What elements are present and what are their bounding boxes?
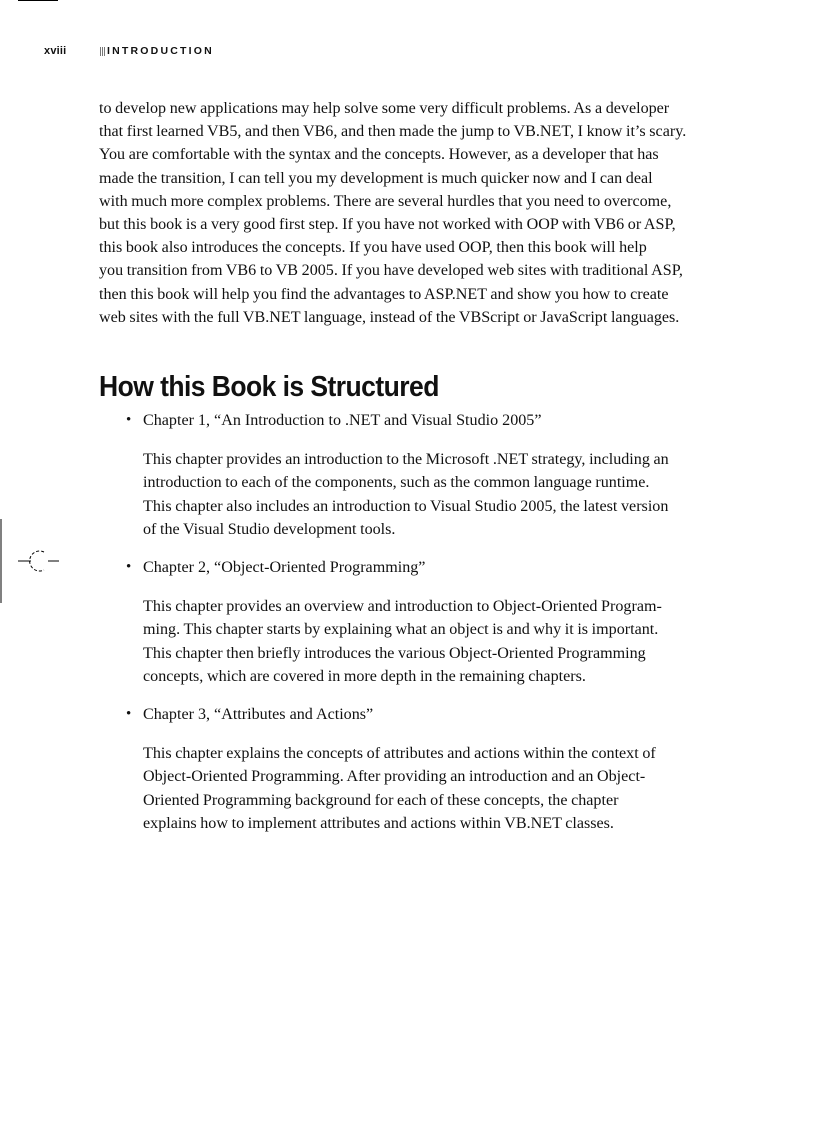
bullet-icon: • — [126, 559, 132, 576]
page-number: xviii — [44, 45, 67, 57]
section-marker-icon — [100, 47, 106, 56]
chapter-description: This chapter provides an overview and introduction to Object-Oriented Program- ming. This chapter starts by explaining what an object is and why it is important. This chapter then briefly introduces the various Object-Oriented Programming concepts, which are covered in more depth in the remaining chapters. — [143, 598, 662, 685]
chapter-item — [99, 409, 724, 541]
chapter-description: This chapter explains the concepts of attributes and actions within the context of Object-Oriented Programming. After providing an introduction and an Object- Oriented Programming background for each of these concepts, the chapter explains how to implement attributes and actions within VB.NET classes. — [143, 745, 656, 832]
bullet-icon: • — [126, 706, 132, 723]
page-body — [99, 97, 724, 850]
chapter-item — [99, 556, 724, 688]
section-heading: How this Book is Structured — [99, 371, 439, 404]
chapter-description: This chapter provides an introduction to the Microsoft .NET strategy, including an introduction to each of the components, such as the common language runtime. This chapter also includes an introduction to Visual Studio 2005, the latest version of the Visual Studio development tools. — [143, 451, 669, 538]
chapter-title: Chapter 3, “Attributes and Actions” — [143, 706, 374, 724]
chapter-title: Chapter 1, “An Introduction to .NET and Visual Studio 2005” — [143, 412, 542, 430]
chapter-title: Chapter 2, “Object-Oriented Programming” — [143, 559, 426, 577]
bullet-icon: • — [126, 412, 132, 429]
corner-crop-rule — [18, 0, 58, 1]
running-head-title: INTRODUCTION — [107, 45, 214, 57]
chapter-list — [99, 409, 724, 835]
intro-paragraph: to develop new applications may help solve some very difficult problems. As a developer that first learned VB5, and then VB6, and then made the jump to VB.NET, I know it’s scary. You are comfortable with the syntax and the concepts. However, as a developer that has made the transition, I can tell you my development is much quicker now and I can deal with much more complex problems. There are several hurdles that you need to overcome, but this book is a very good first step. If you have not worked with OOP with VB6 or ASP, this book also introduces the concepts. If you have used OOP, then this book will help you transition from VB6 to VB 2005. If you have developed web sites with traditional ASP, then this book will help you find the advantages to ASP.NET and show you how to create web sites with the full VB.NET language, instead of the VBScript or JavaScript languages. — [99, 100, 687, 326]
running-head — [44, 44, 214, 58]
chapter-item — [99, 703, 724, 835]
crop-mark-icon — [0, 519, 62, 603]
